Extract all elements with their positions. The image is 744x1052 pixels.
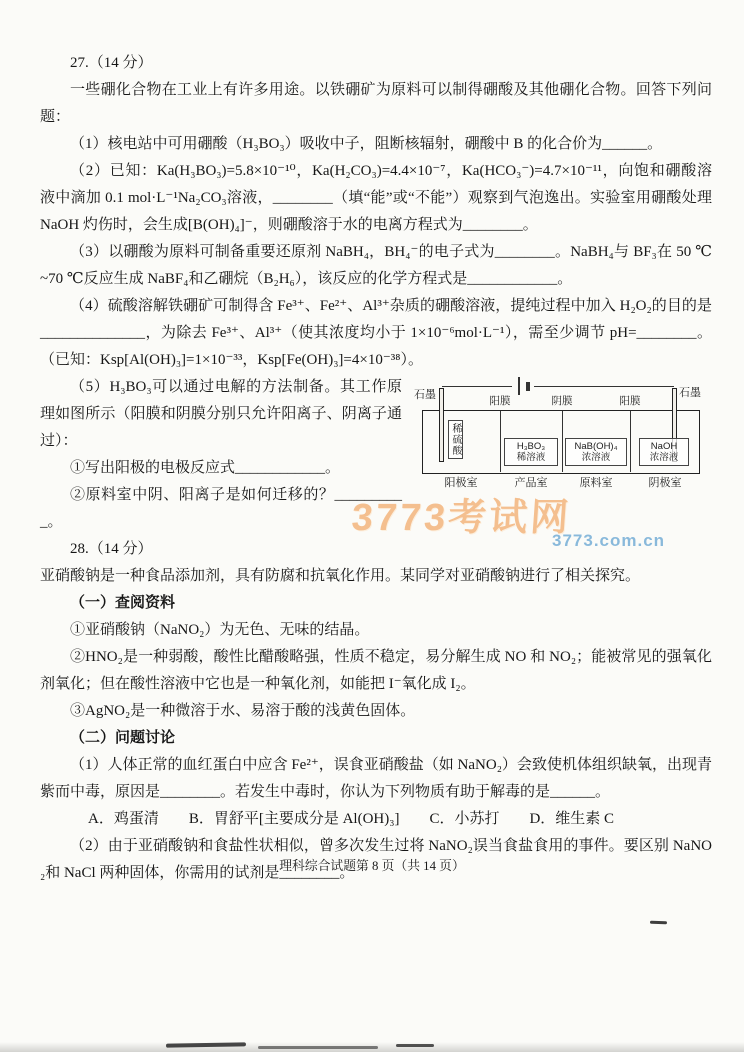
scan-artifact-bottom-left [166, 1042, 246, 1047]
room-label-feed: 原料室 [579, 477, 613, 489]
exam-content [40, 50, 712, 887]
question-27-part5: （5）H₃BO₃可以通过电解的方法制备。其工作原理如图所示（阳膜和阴膜分别只允许阳离子、阴离子通过）： [40, 379, 402, 449]
question-28-intro: 亚硝酸钠是一种食品添加剂，具有防腐和抗氧化作用。某同学对亚硝酸钠进行了相关探究。 [40, 568, 641, 584]
question-27-part2: （2）已知：Ka(H₃BO₃)=5.8×10⁻¹⁰，Ka(H₂CO₃)=4.4×10⁻⁷，Ka(HCO₃⁻)=4.7×10⁻¹¹，向饱和硼酸溶液中滴加 0.1 mol·L⁻¹Na₂CO₃溶液，________（填“能”或“不能”）观察到气泡逸出。实验室用硼酸处理 NaOH 灼伤时，会生成[B(OH)₄]⁻，则硼酸溶于水的电离方程式为________。 [40, 163, 712, 233]
question-28-q1-options: A．鸡蛋清 B．胃舒平[主要成分是 Al(OH)₃] C．小苏打 D．维生素 C [88, 811, 615, 827]
solution-label-line2: 浓溶液 [649, 452, 679, 463]
question-28-section2-title: （二）问题讨论 [70, 730, 176, 746]
question-27-intro: 一些硼化合物在工业上有许多用途。以铁硼矿为原料可以制得硼酸及其他硼化合物。回答下列问题： [40, 82, 712, 125]
circuit-wire [442, 386, 674, 387]
scan-artifact-bottom-middle [258, 1046, 378, 1049]
room-label-anode: 阳极室 [444, 477, 478, 489]
question-28-number: 28.（14 分） [70, 541, 153, 557]
question-27-part1: （1）核电站中可用硼酸（H₃BO₃）吸收中子，阻断核辐射，硼酸中 B 的化合价为______。 [70, 136, 663, 152]
question-28-q1: （1）人体正常的血红蛋白中应含 Fe²⁺，误食亚硝酸盐（如 NaNO₂）会致使机体组织缺氧，出现青紫而中毒，原因是________。若发生中毒时，你认为下列物质有助于解毒的是______。 [40, 757, 712, 800]
solution-label-dilute-sulfuric-acid: 稀硫酸 [448, 420, 463, 459]
scan-artifact-right-dash [650, 921, 667, 924]
battery-icon [512, 377, 534, 397]
left-electrode [439, 388, 444, 462]
question-28-info1: ①亚硝酸钠（NaNO₂）为无色、无味的结晶。 [70, 622, 370, 638]
page-footer: 理科综合试题第 8 页（共 14 页） [279, 859, 465, 873]
room-label-cathode: 阴极室 [648, 477, 682, 489]
solution-label-naoh [639, 438, 689, 466]
membrane-line-3 [630, 411, 631, 472]
question-27-part5-sub2: ②原料室中阴、阳离子是如何迁移的？__________。 [40, 487, 402, 530]
question-28-info3: ③AgNO₂是一种微溶于水、易溶于酸的浅黄色固体。 [70, 703, 416, 719]
watermark-title: 3773考试网 [350, 497, 573, 539]
battery-short-plate [526, 382, 530, 391]
left-electrode-label: 石墨 [414, 389, 436, 401]
right-electrode-label: 石墨 [679, 387, 701, 399]
membrane-line-2 [562, 411, 563, 472]
question-27 [40, 50, 712, 536]
watermark-url: 3773.com.cn [552, 531, 666, 550]
question-28 [40, 536, 712, 887]
question-28-q2: （2）由于亚硝酸钠和食盐性状相似，曾多次发生过将 NaNO₂误当食盐食用的事件。要区别 NaNO₂和 NaCl 两种固体，你需用的试剂是________。 [40, 838, 712, 881]
solution-label-line1: NaB(OH)₄ [574, 441, 618, 452]
solution-label-line1: H₃BO₃ [516, 441, 546, 452]
solution-label-line2: 浓溶液 [581, 452, 611, 463]
solution-label-boric-acid [504, 438, 558, 466]
question-27-part5-sub1: ①写出阳极的电极反应式____________。 [70, 460, 341, 476]
solution-label-line2: 稀溶液 [516, 452, 546, 463]
question-27-number: 27.（14 分） [70, 55, 153, 71]
membrane-line-1 [500, 411, 501, 472]
electrolysis-cell-diagram [412, 376, 712, 494]
membrane-label-1: 阳膜 [489, 395, 511, 407]
membrane-label-2: 阴膜 [551, 395, 573, 407]
question-28-info2: ②HNO₂是一种弱酸，酸性比醋酸略强，性质不稳定，易分解生成 NO 和 NO₂；能被常见的强氧化剂氧化；但在酸性溶液中它也是一种氧化剂，如能把 I⁻氧化成 I₂。 [40, 649, 712, 692]
room-label-product: 产品室 [514, 477, 548, 489]
question-27-part4: （4）硫酸溶解铁硼矿可制得含 Fe³⁺、Fe²⁺、Al³⁺杂质的硼酸溶液，提纯过程中加入 H₂O₂的目的是______________，为除去 Fe³⁺、Al³⁺（使其浓度均小于 1×10⁻⁶mol·L⁻¹），需至少调节 pH=________。（已知：Ksp[Al(OH)₃]=1×10⁻³³，Ksp[Fe(OH)₃]=4×10⁻³⁸）。 [40, 298, 712, 368]
question-27-part3: （3）以硼酸为原料可制备重要还原剂 NaBH₄，BH₄⁻的电子式为________。NaBH₄与 BF₃在 50 ℃~70 ℃反应生成 NaBF₄和乙硼烷（B₂H₆），该反应的化学方程式是____________。 [40, 244, 712, 287]
question-28-section1-title: （一）查阅资料 [70, 595, 176, 611]
solution-label-line1: NaOH [650, 441, 678, 452]
membrane-label-3: 阳膜 [619, 395, 641, 407]
solution-label-sodium-borate [565, 438, 627, 466]
battery-long-plate [518, 377, 520, 395]
scan-artifact-bottom-right [396, 1044, 434, 1047]
